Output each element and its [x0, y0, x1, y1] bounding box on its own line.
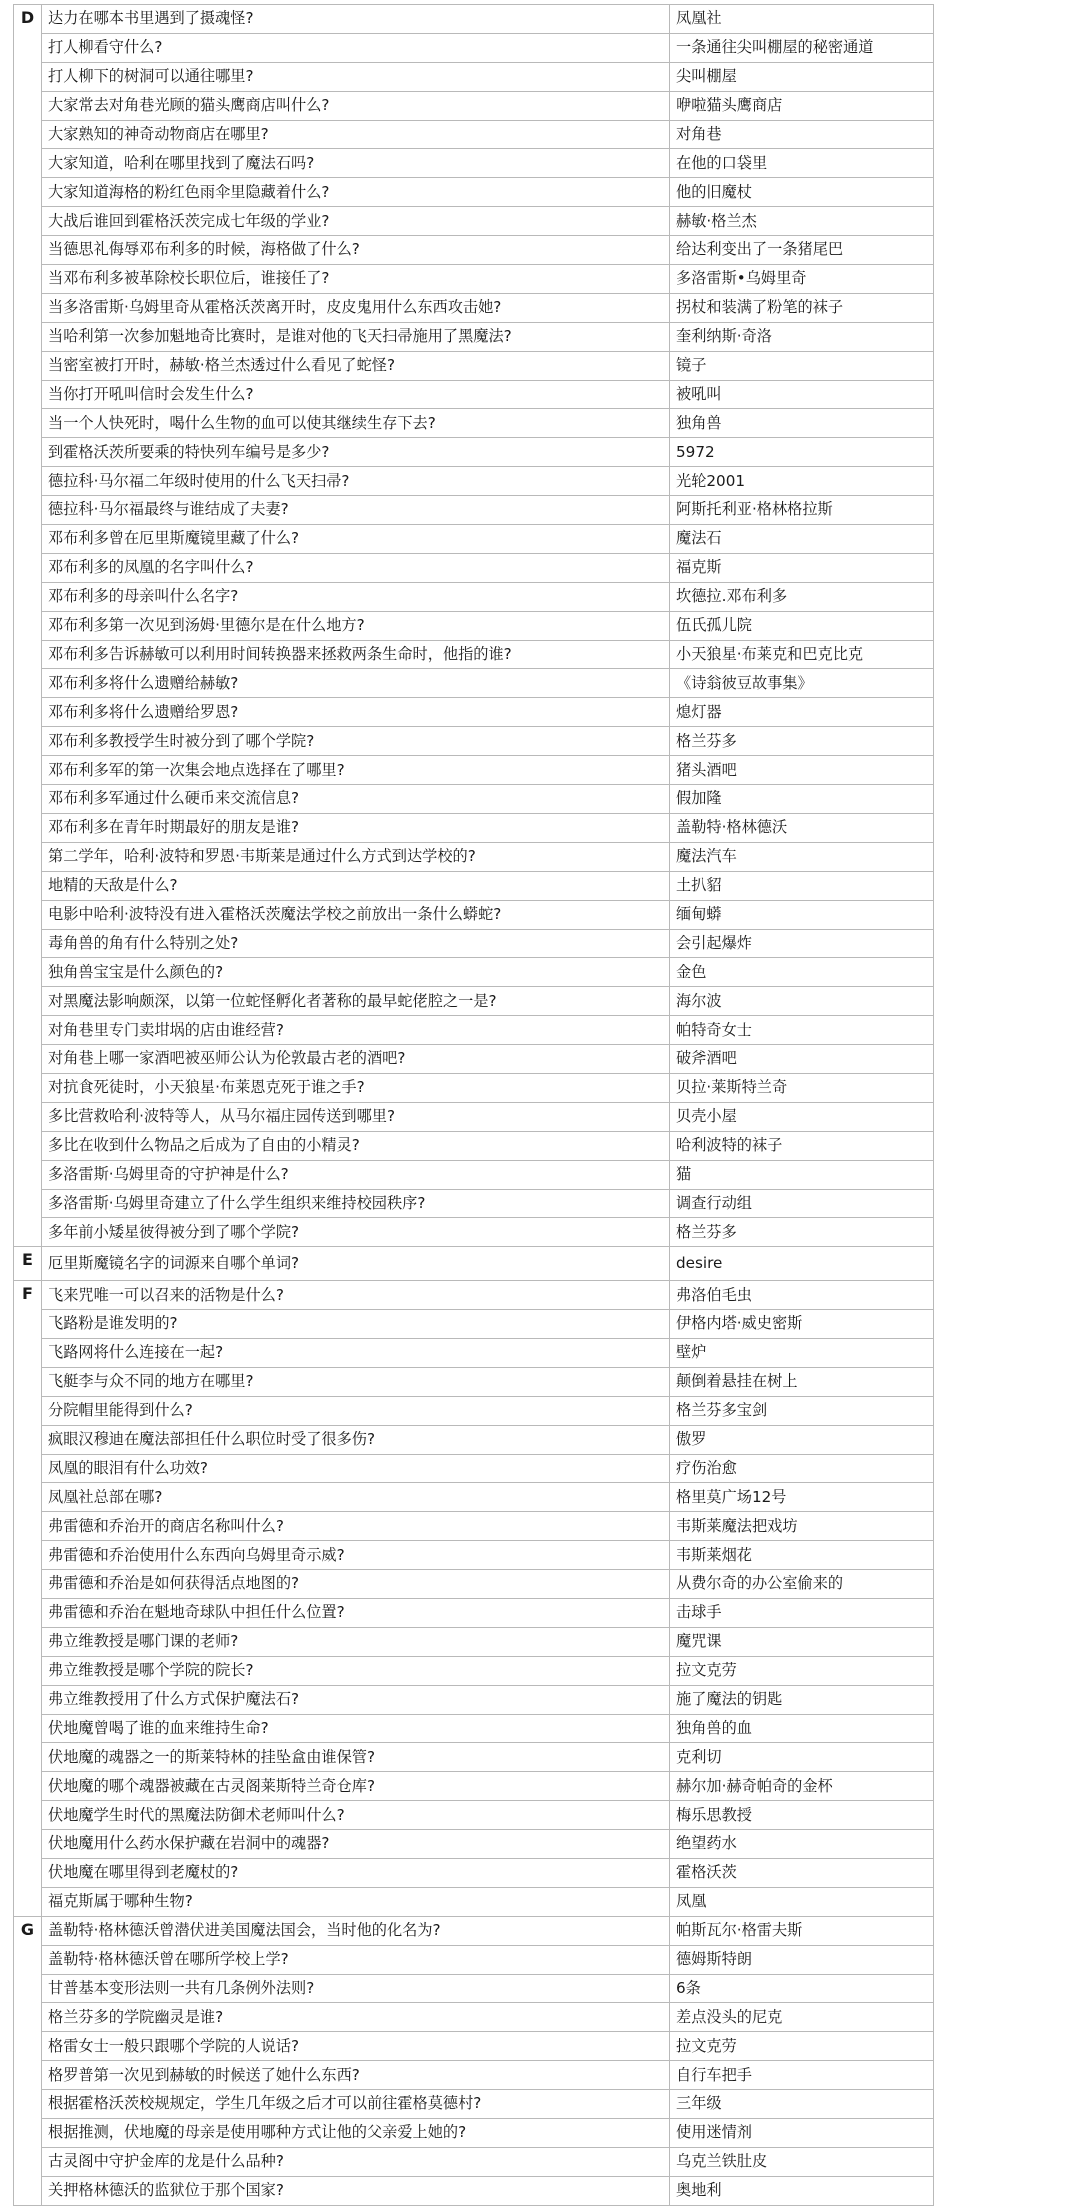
group-letter-cell[interactable]: G [14, 1916, 42, 2205]
table-row [14, 1189, 934, 1218]
answer-cell[interactable]: 小天狼星·布莱克和巴克比克 [670, 640, 934, 669]
answer-cell[interactable]: 伊格内塔·威史密斯 [670, 1310, 934, 1339]
question-cell[interactable]: 格罗普第一次见到赫敏的时候送了她什么东西? [42, 2061, 670, 2090]
question-cell[interactable]: 飞路粉是谁发明的? [42, 1310, 670, 1339]
table-row [14, 553, 934, 582]
answer-cell[interactable]: 破斧酒吧 [670, 1045, 934, 1074]
table-row [14, 1541, 934, 1570]
table-row [14, 669, 934, 698]
question-cell[interactable]: 地精的天敌是什么? [42, 871, 670, 900]
question-cell[interactable]: 弗立维教授是哪个学院的院长? [42, 1656, 670, 1685]
answer-cell[interactable]: 赫尔加·赫奇帕奇的金杯 [670, 1772, 934, 1801]
question-cell[interactable]: 当密室被打开时，赫敏·格兰杰透过什么看见了蛇怪? [42, 351, 670, 380]
answer-cell[interactable]: 镜子 [670, 351, 934, 380]
table-row [14, 1045, 934, 1074]
question-cell[interactable]: 弗立维教授是哪门课的老师? [42, 1627, 670, 1656]
table-row [14, 293, 934, 322]
answer-cell[interactable]: 土扒貂 [670, 871, 934, 900]
answer-cell[interactable]: 哈利波特的袜子 [670, 1131, 934, 1160]
question-cell[interactable]: 大家知道，哈利在哪里找到了魔法石吗? [42, 149, 670, 178]
table-row [14, 236, 934, 265]
question-cell[interactable]: 大战后谁回到霍格沃茨完成七年级的学业? [42, 207, 670, 236]
answer-cell[interactable]: 伍氏孤儿院 [670, 611, 934, 640]
answer-cell[interactable]: 德姆斯特朗 [670, 1945, 934, 1974]
group-letter-cell[interactable]: F [14, 1281, 42, 1917]
table-row [14, 2090, 934, 2119]
table-row [14, 698, 934, 727]
question-cell[interactable]: 大家常去对角巷光顾的猫头鹰商店叫什么? [42, 91, 670, 120]
answer-cell[interactable]: 从费尔奇的办公室偷来的 [670, 1570, 934, 1599]
table-row [14, 785, 934, 814]
table-row [14, 871, 934, 900]
table-row [14, 813, 934, 842]
question-cell[interactable]: 伏地魔的哪个魂器被藏在古灵阁莱斯特兰奇仓库? [42, 1772, 670, 1801]
table-row [14, 2176, 934, 2205]
question-cell[interactable]: 第二学年，哈利·波特和罗恩·韦斯莱是通过什么方式到达学校的? [42, 842, 670, 871]
question-cell[interactable]: 多年前小矮星彼得被分到了哪个学院? [42, 1218, 670, 1247]
question-cell[interactable]: 大家熟知的神奇动物商店在哪里? [42, 120, 670, 149]
group-letter-cell[interactable]: D [14, 5, 42, 1247]
question-cell[interactable]: 当邓布利多被革除校长职位后，谁接任了? [42, 265, 670, 294]
table-row [14, 5, 934, 34]
question-cell[interactable]: 多洛雷斯·乌姆里奇的守护神是什么? [42, 1160, 670, 1189]
table-row [14, 756, 934, 785]
table-row [14, 1743, 934, 1772]
table-row [14, 1310, 934, 1339]
table-row [14, 1570, 934, 1599]
table-row [14, 582, 934, 611]
question-cell[interactable]: 古灵阁中守护金库的龙是什么品种? [42, 2147, 670, 2176]
answer-cell[interactable]: 金色 [670, 958, 934, 987]
answer-cell[interactable]: 在他的口袋里 [670, 149, 934, 178]
answer-cell[interactable]: 傲罗 [670, 1425, 934, 1454]
question-cell[interactable]: 格雷女士一般只跟哪个学院的人说话? [42, 2032, 670, 2061]
answer-cell[interactable]: 使用迷情剂 [670, 2119, 934, 2148]
question-cell[interactable]: 独角兽宝宝是什么颜色的? [42, 958, 670, 987]
table-row [14, 2032, 934, 2061]
question-cell[interactable]: 对角巷上哪一家酒吧被巫师公认为伦敦最古老的酒吧? [42, 1045, 670, 1074]
answer-cell[interactable]: 调查行动组 [670, 1189, 934, 1218]
answer-cell[interactable]: 给达利变出了一条猪尾巴 [670, 236, 934, 265]
table-row [14, 987, 934, 1016]
answer-cell[interactable]: 熄灯器 [670, 698, 934, 727]
table-row [14, 1218, 934, 1247]
table-row [14, 1160, 934, 1189]
answer-cell[interactable]: 击球手 [670, 1598, 934, 1627]
answer-cell[interactable]: 会引起爆炸 [670, 929, 934, 958]
question-cell[interactable]: 疯眼汉穆迪在魔法部担任什么职位时受了很多伤? [42, 1425, 670, 1454]
answer-cell[interactable]: 6条 [670, 1974, 934, 2003]
table-row [14, 265, 934, 294]
answer-cell[interactable]: 格兰芬多 [670, 727, 934, 756]
answer-cell[interactable]: 疗伤治愈 [670, 1454, 934, 1483]
table-row [14, 1512, 934, 1541]
answer-cell[interactable]: 凤凰 [670, 1887, 934, 1916]
answer-cell[interactable]: 奥地利 [670, 2176, 934, 2205]
answer-cell[interactable]: 梅乐思教授 [670, 1801, 934, 1830]
group-letter-cell[interactable]: E [14, 1247, 42, 1281]
answer-cell[interactable]: 奎利纳斯·奇洛 [670, 322, 934, 351]
answer-cell[interactable]: 拉文克劳 [670, 2032, 934, 2061]
table-row [14, 2003, 934, 2032]
table-row [14, 727, 934, 756]
table-row [14, 62, 934, 91]
answer-cell[interactable]: 帕特奇女士 [670, 1016, 934, 1045]
answer-cell[interactable]: 一条通往尖叫棚屋的秘密通道 [670, 33, 934, 62]
question-cell[interactable]: 毒角兽的角有什么特别之处? [42, 929, 670, 958]
answer-cell[interactable]: 魔法石 [670, 525, 934, 554]
answer-cell[interactable]: 施了魔法的钥匙 [670, 1685, 934, 1714]
table-row [14, 525, 934, 554]
question-cell[interactable]: 邓布利多的母亲叫什么名字? [42, 582, 670, 611]
table-row [14, 1627, 934, 1656]
answer-cell[interactable]: 对角巷 [670, 120, 934, 149]
question-cell[interactable]: 当你打开吼叫信时会发生什么? [42, 380, 670, 409]
question-cell[interactable]: 对黑魔法影响颇深，以第一位蛇怪孵化者著称的最早蛇佬腔之一是? [42, 987, 670, 1016]
table-row [14, 929, 934, 958]
table-row [14, 958, 934, 987]
answer-cell[interactable]: 乌克兰铁肚皮 [670, 2147, 934, 2176]
question-cell[interactable]: 甘普基本变形法则一共有几条例外法则? [42, 1974, 670, 2003]
question-cell[interactable]: 飞路网将什么连接在一起? [42, 1338, 670, 1367]
table-row [14, 149, 934, 178]
question-cell[interactable]: 飞艇李与众不同的地方在哪里? [42, 1367, 670, 1396]
answer-cell[interactable]: 被吼叫 [670, 380, 934, 409]
table-row [14, 1102, 934, 1131]
question-cell[interactable]: 邓布利多将什么遗赠给罗恩? [42, 698, 670, 727]
table-row [14, 1656, 934, 1685]
answer-cell[interactable]: 假加隆 [670, 785, 934, 814]
table-row [14, 1830, 934, 1859]
question-cell[interactable]: 大家知道海格的粉红色雨伞里隐藏着什么? [42, 178, 670, 207]
question-cell[interactable]: 盖勒特·格林德沃曾在哪所学校上学? [42, 1945, 670, 1974]
answer-cell[interactable]: 拉文克劳 [670, 1656, 934, 1685]
answer-cell[interactable]: 霍格沃茨 [670, 1859, 934, 1888]
table-row [14, 351, 934, 380]
answer-cell[interactable]: 壁炉 [670, 1338, 934, 1367]
table-row [14, 1598, 934, 1627]
question-cell[interactable]: 打人柳看守什么? [42, 33, 670, 62]
table-row [14, 2119, 934, 2148]
spreadsheet [13, 4, 933, 2206]
answer-cell[interactable]: 《诗翁彼豆故事集》 [670, 669, 934, 698]
answer-cell[interactable]: 拐杖和装满了粉笔的袜子 [670, 293, 934, 322]
table-row [14, 1016, 934, 1045]
table-row [14, 33, 934, 62]
question-cell[interactable]: 多洛雷斯·乌姆里奇建立了什么学生组织来维持校园秩序? [42, 1189, 670, 1218]
table-row [14, 1685, 934, 1714]
question-cell[interactable]: 伏地魔曾喝了谁的血来维持生命? [42, 1714, 670, 1743]
answer-cell[interactable]: 格里莫广场12号 [670, 1483, 934, 1512]
question-cell[interactable]: 飞来咒唯一可以召来的活物是什么? [42, 1281, 670, 1310]
question-cell[interactable]: 电影中哈利·波特没有进入霍格沃茨魔法学校之前放出一条什么蟒蛇? [42, 900, 670, 929]
table-row [14, 1367, 934, 1396]
answer-cell[interactable]: 他的旧魔杖 [670, 178, 934, 207]
answer-cell[interactable]: 贝壳小屋 [670, 1102, 934, 1131]
answer-cell[interactable]: 贝拉·莱斯特兰奇 [670, 1073, 934, 1102]
question-cell[interactable]: 多比在收到什么物品之后成为了自由的小精灵? [42, 1131, 670, 1160]
answer-cell[interactable]: 盖勒特·格林德沃 [670, 813, 934, 842]
table-row [14, 467, 934, 496]
table-row [14, 1247, 934, 1281]
answer-cell[interactable]: 韦斯莱魔法把戏坊 [670, 1512, 934, 1541]
table-row [14, 2147, 934, 2176]
table-row [14, 640, 934, 669]
answer-cell[interactable]: 5972 [670, 438, 934, 467]
table-row [14, 496, 934, 525]
table-row [14, 120, 934, 149]
answer-cell[interactable]: 克利切 [670, 1743, 934, 1772]
answer-cell[interactable]: 帕斯瓦尔·格雷夫斯 [670, 1916, 934, 1945]
table-row [14, 1425, 934, 1454]
question-cell[interactable]: 邓布利多的凤凰的名字叫什么? [42, 553, 670, 582]
question-cell[interactable]: 打人柳下的树洞可以通往哪里? [42, 62, 670, 91]
question-cell[interactable]: 根据霍格沃茨校规规定，学生几年级之后才可以前往霍格莫德村? [42, 2090, 670, 2119]
question-cell[interactable]: 对抗食死徒时，小天狼星·布莱恩克死于谁之手? [42, 1073, 670, 1102]
question-cell[interactable]: 伏地魔用什么药水保护藏在岩洞中的魂器? [42, 1830, 670, 1859]
table-row [14, 91, 934, 120]
question-cell[interactable]: 邓布利多曾在厄里斯魔镜里藏了什么? [42, 525, 670, 554]
question-cell[interactable]: 伏地魔学生时代的黑魔法防御术老师叫什么? [42, 1801, 670, 1830]
table-row [14, 1281, 934, 1310]
table-row [14, 178, 934, 207]
question-cell[interactable]: 弗雷德和乔治开的商店名称叫什么? [42, 1512, 670, 1541]
answer-cell[interactable]: 格兰芬多宝剑 [670, 1396, 934, 1425]
question-cell[interactable]: 厄里斯魔镜名字的词源来自哪个单词? [42, 1247, 670, 1281]
question-cell[interactable]: 凤凰社总部在哪? [42, 1483, 670, 1512]
table-row [14, 1859, 934, 1888]
question-cell[interactable]: 德拉科·马尔福最终与谁结成了夫妻? [42, 496, 670, 525]
answer-cell[interactable]: 凤凰社 [670, 5, 934, 34]
table-row [14, 409, 934, 438]
question-cell[interactable]: 邓布利多在青年时期最好的朋友是谁? [42, 813, 670, 842]
table-row [14, 1801, 934, 1830]
question-cell[interactable]: 当哈利第一次参加魁地奇比赛时，是谁对他的飞天扫帚施用了黑魔法? [42, 322, 670, 351]
table-row [14, 1483, 934, 1512]
table-row [14, 1396, 934, 1425]
answer-cell[interactable]: 独角兽的血 [670, 1714, 934, 1743]
table-row [14, 1945, 934, 1974]
question-cell[interactable]: 多比营救哈利·波特等人，从马尔福庄园传送到哪里? [42, 1102, 670, 1131]
question-cell[interactable]: 关押格林德沃的监狱位于那个国家? [42, 2176, 670, 2205]
table-row [14, 900, 934, 929]
answer-cell[interactable]: desire [670, 1247, 934, 1281]
question-cell[interactable]: 达力在哪本书里遇到了摄魂怪? [42, 5, 670, 34]
question-cell[interactable]: 邓布利多军通过什么硬币来交流信息? [42, 785, 670, 814]
question-cell[interactable]: 福克斯属于哪种生物? [42, 1887, 670, 1916]
answer-cell[interactable]: 尖叫棚屋 [670, 62, 934, 91]
question-cell[interactable]: 凤凰的眼泪有什么功效? [42, 1454, 670, 1483]
answer-cell[interactable]: 魔法汽车 [670, 842, 934, 871]
answer-cell[interactable]: 海尔波 [670, 987, 934, 1016]
table-row [14, 380, 934, 409]
question-cell[interactable]: 伏地魔的魂器之一的斯莱特林的挂坠盒由谁保管? [42, 1743, 670, 1772]
answer-cell[interactable]: 自行车把手 [670, 2061, 934, 2090]
question-cell[interactable]: 到霍格沃茨所要乘的特快列车编号是多少? [42, 438, 670, 467]
table-row [14, 1887, 934, 1916]
answer-cell[interactable]: 独角兽 [670, 409, 934, 438]
answer-cell[interactable]: 多洛雷斯•乌姆里奇 [670, 265, 934, 294]
qa-table-body [14, 5, 934, 2206]
table-row [14, 1916, 934, 1945]
answer-cell[interactable]: 韦斯莱烟花 [670, 1541, 934, 1570]
question-cell[interactable]: 当德思礼侮辱邓布利多的时候，海格做了什么? [42, 236, 670, 265]
question-cell[interactable]: 德拉科·马尔福二年级时使用的什么飞天扫帚? [42, 467, 670, 496]
question-cell[interactable]: 分院帽里能得到什么? [42, 1396, 670, 1425]
question-cell[interactable]: 弗立维教授用了什么方式保护魔法石? [42, 1685, 670, 1714]
answer-cell[interactable]: 阿斯托利亚·格林格拉斯 [670, 496, 934, 525]
answer-cell[interactable]: 猫 [670, 1160, 934, 1189]
table-row [14, 438, 934, 467]
table-row [14, 1073, 934, 1102]
question-cell[interactable]: 伏地魔在哪里得到老魔杖的? [42, 1859, 670, 1888]
question-cell[interactable]: 当一个人快死时，喝什么生物的血可以使其继续生存下去? [42, 409, 670, 438]
table-row [14, 2061, 934, 2090]
table-row [14, 1772, 934, 1801]
table-row [14, 842, 934, 871]
qa-table [13, 4, 934, 2206]
answer-cell[interactable]: 猪头酒吧 [670, 756, 934, 785]
table-row [14, 1974, 934, 2003]
answer-cell[interactable]: 颠倒着悬挂在树上 [670, 1367, 934, 1396]
table-row [14, 611, 934, 640]
answer-cell[interactable]: 福克斯 [670, 553, 934, 582]
table-row [14, 1338, 934, 1367]
question-cell[interactable]: 弗雷德和乔治是如何获得活点地图的? [42, 1570, 670, 1599]
table-row [14, 322, 934, 351]
question-cell[interactable]: 弗雷德和乔治使用什么东西向乌姆里奇示威? [42, 1541, 670, 1570]
question-cell[interactable]: 邓布利多教授学生时被分到了哪个学院? [42, 727, 670, 756]
answer-cell[interactable]: 坎德拉.邓布利多 [670, 582, 934, 611]
answer-cell[interactable]: 赫敏·格兰杰 [670, 207, 934, 236]
answer-cell[interactable]: 格兰芬多 [670, 1218, 934, 1247]
question-cell[interactable]: 邓布利多告诉赫敏可以利用时间转换器来拯救两条生命时，他指的谁? [42, 640, 670, 669]
answer-cell[interactable]: 光轮2001 [670, 467, 934, 496]
question-cell[interactable]: 根据推测，伏地魔的母亲是使用哪种方式让他的父亲爱上她的? [42, 2119, 670, 2148]
table-row [14, 207, 934, 236]
question-cell[interactable]: 邓布利多将什么遗赠给赫敏? [42, 669, 670, 698]
answer-cell[interactable]: 三年级 [670, 2090, 934, 2119]
table-row [14, 1454, 934, 1483]
answer-cell[interactable]: 绝望药水 [670, 1830, 934, 1859]
question-cell[interactable]: 当多洛雷斯·乌姆里奇从霍格沃茨离开时，皮皮鬼用什么东西攻击她? [42, 293, 670, 322]
question-cell[interactable]: 弗雷德和乔治在魁地奇球队中担任什么位置? [42, 1598, 670, 1627]
answer-cell[interactable]: 差点没头的尼克 [670, 2003, 934, 2032]
answer-cell[interactable]: 咿啦猫头鹰商店 [670, 91, 934, 120]
answer-cell[interactable]: 弗洛伯毛虫 [670, 1281, 934, 1310]
table-row [14, 1131, 934, 1160]
question-cell[interactable]: 盖勒特·格林德沃曾潜伏进美国魔法国会，当时他的化名为? [42, 1916, 670, 1945]
question-cell[interactable]: 邓布利多第一次见到汤姆·里德尔是在什么地方? [42, 611, 670, 640]
question-cell[interactable]: 格兰芬多的学院幽灵是谁? [42, 2003, 670, 2032]
answer-cell[interactable]: 缅甸蟒 [670, 900, 934, 929]
question-cell[interactable]: 对角巷里专门卖坩埚的店由谁经营? [42, 1016, 670, 1045]
question-cell[interactable]: 邓布利多军的第一次集会地点选择在了哪里? [42, 756, 670, 785]
answer-cell[interactable]: 魔咒课 [670, 1627, 934, 1656]
table-row [14, 1714, 934, 1743]
